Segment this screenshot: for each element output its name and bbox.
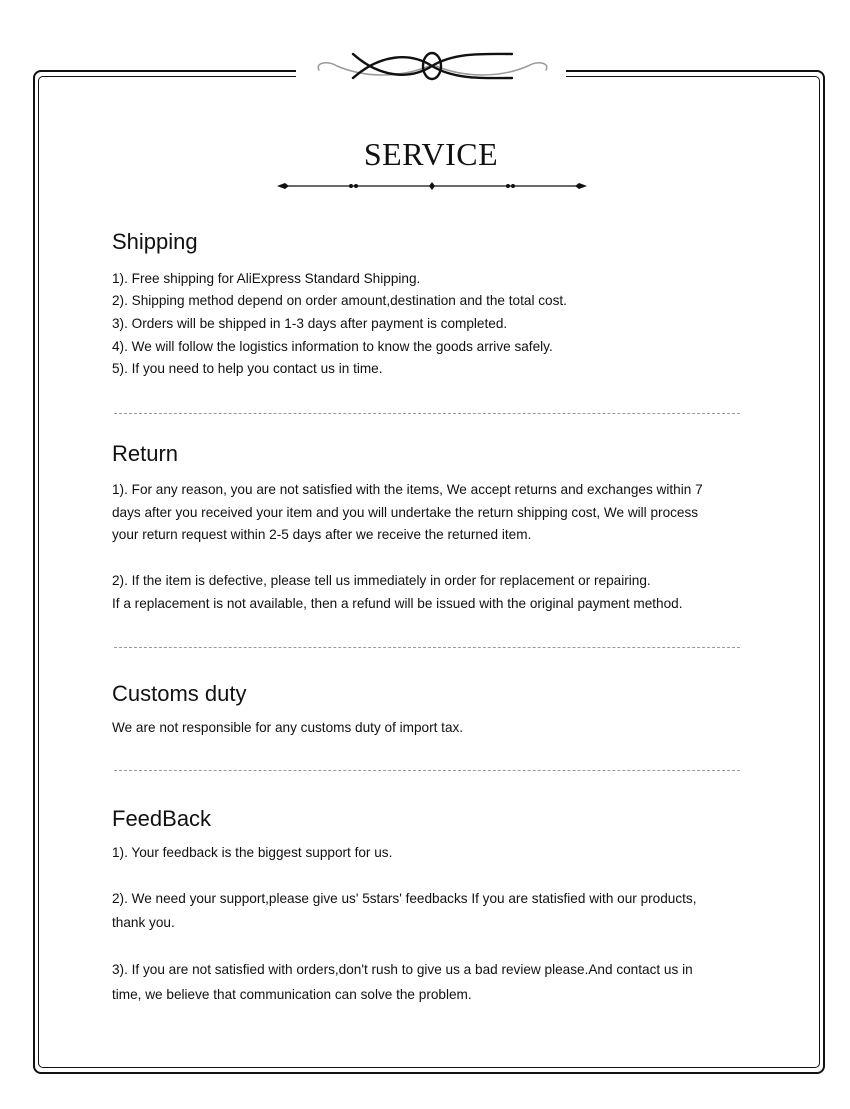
title-divider-ornament (275, 178, 589, 194)
shipping-line: 2). Shipping method depend on order amount,destination and the total cost. (112, 293, 567, 308)
return-line: your return request within 2-5 days after we receive the returned item. (112, 527, 532, 542)
feedback-line: 3). If you are not satisfied with orders,don't rush to give us a bad review please.And contact us in (112, 962, 693, 977)
customs-heading: Customs duty (112, 681, 247, 706)
feedback-line: 2). We need your support,please give us' 5stars' feedbacks If you are statisfied with our products, (112, 891, 697, 906)
shipping-line: 5). If you need to help you contact us in time. (112, 361, 383, 376)
flourish-ornament-icon (305, 44, 560, 89)
shipping-line: 3). Orders will be shipped in 1-3 days after payment is completed. (112, 316, 508, 331)
customs-line: We are not responsible for any customs duty of import tax. (112, 720, 464, 735)
shipping-line: 4). We will follow the logistics information to know the goods arrive safely. (112, 339, 553, 354)
feedback-heading: FeedBack (112, 806, 212, 831)
return-line: 1). For any reason, you are not satisfied with the items, We accept returns and exchanges within 7 (112, 482, 703, 497)
return-line: 2). If the item is defective, please tell us immediately in order for replacement or repairing. (112, 573, 651, 588)
shipping-heading: Shipping (112, 229, 198, 254)
section-divider (114, 647, 740, 648)
shipping-line: 1). Free shipping for AliExpress Standard Shipping. (112, 271, 421, 286)
return-line: If a replacement is not available, then a refund will be issued with the original payment method. (112, 596, 683, 611)
return-heading: Return (112, 441, 179, 466)
section-divider (114, 413, 740, 414)
section-divider (114, 770, 740, 771)
feedback-line: thank you. (112, 915, 175, 930)
feedback-line: 1). Your feedback is the biggest support for us. (112, 845, 393, 860)
page-title: SERVICE (363, 136, 499, 172)
feedback-line: time, we believe that communication can solve the problem. (112, 987, 472, 1002)
return-line: days after you received your item and you will undertake the return shipping cost, We will process (112, 505, 699, 520)
